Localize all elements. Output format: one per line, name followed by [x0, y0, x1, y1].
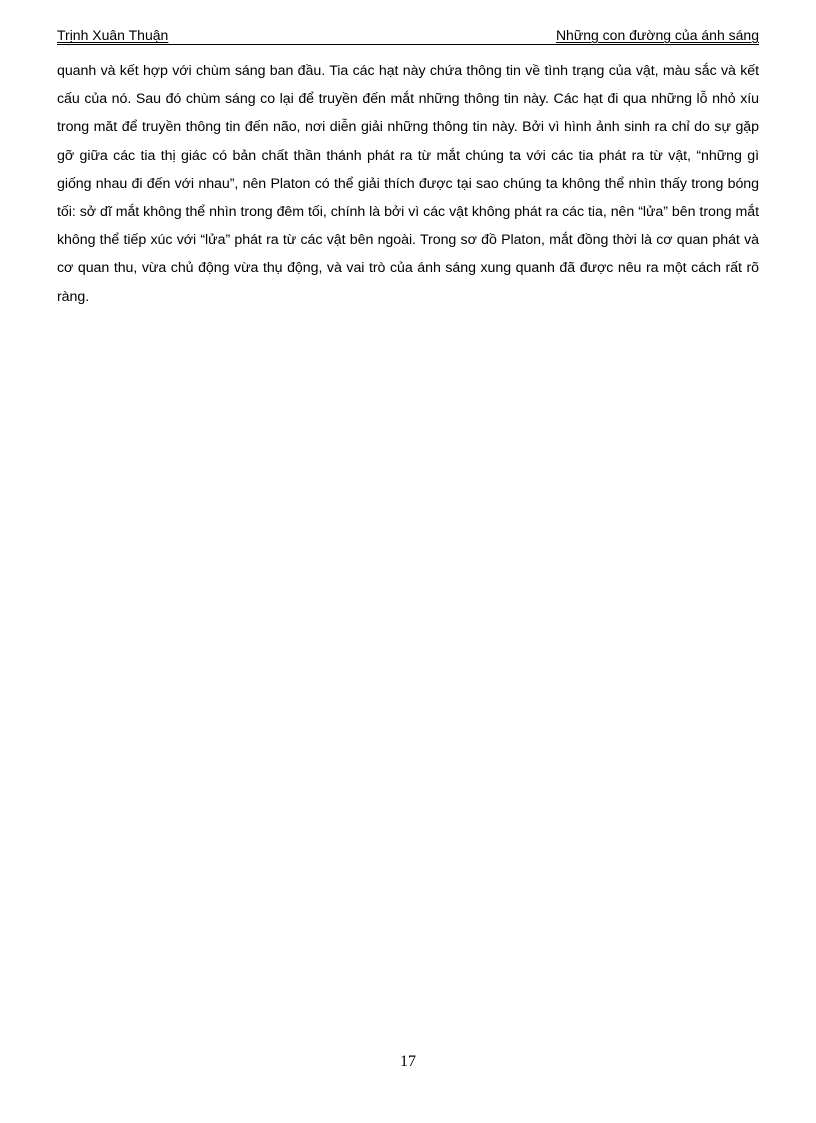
header-book-title: Những con đường của ánh sáng — [555, 27, 759, 43]
page-header — [57, 26, 759, 45]
body-paragraph: quanh và kết hợp với chùm sáng ban đầu. Tia các hạt này chứa thông tin về tình trạng của vật, màu sắc và kết cấu của nó. Sau đó chùm sáng co lại để truyền đến mắt những thông tin này. Các hạt đi qua những lỗ nhỏ xíu trong măt để truyền thông tin đến não, nơi diễn giải những thông tin này. Bởi vì hình ảnh sinh ra chỉ do sự gặp gỡ giữa các tia thị giác có bản chất thần thánh phát ra từ mắt chúng ta với các tia phát ra từ vật, “những gì giống nhau đi đến với nhau”, nên Platon có thể giải thích được tại sao chúng ta không thể nhìn thấy trong bóng tối: sở dĩ mắt không thể nhìn trong đêm tối, chính là bởi vì các vật không phát ra các tia, nên “lửa” bên trong mắt không thể tiếp xúc với “lửa” phát ra từ các vật bên ngoài. Trong sơ đồ Platon, mắt đồng thời là cơ quan phát và cơ quan thu, vừa chủ động vừa thụ động, và vai trò của ánh sáng xung quanh đã được nêu ra một cách rất rõ ràng. — [57, 63, 759, 305]
header-author: Trịnh Xuân Thuận — [57, 27, 169, 43]
page-number: 17 — [400, 1053, 416, 1070]
